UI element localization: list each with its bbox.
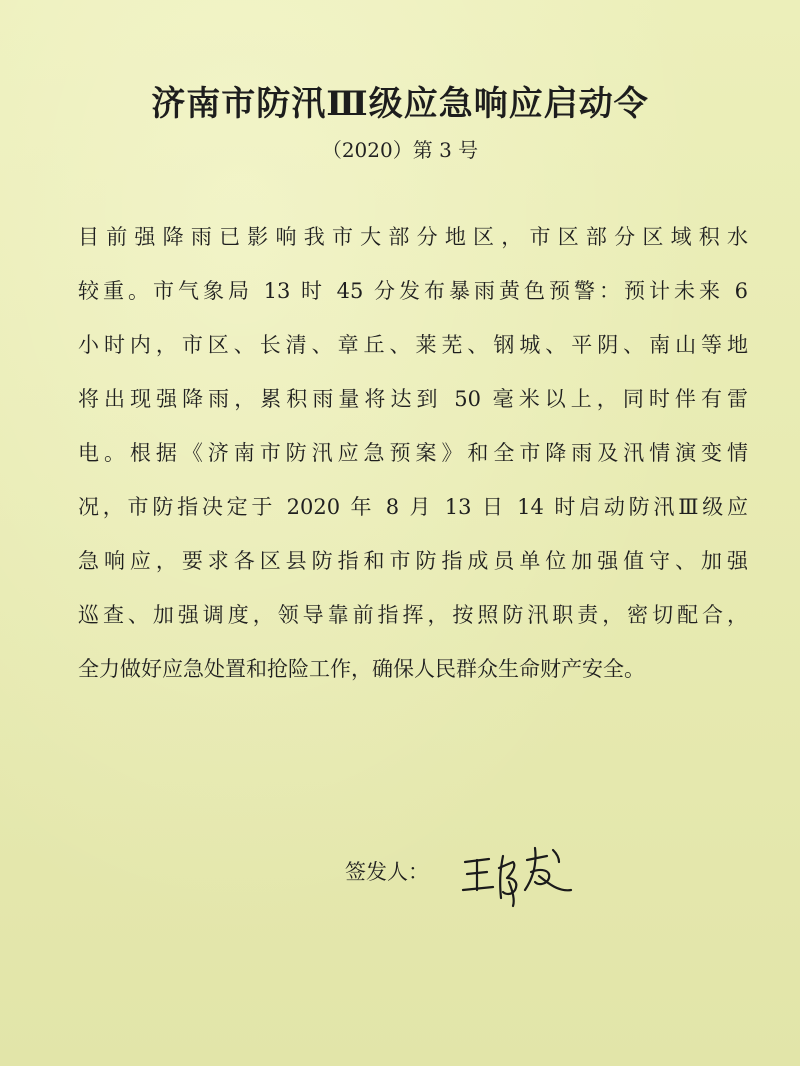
body-line: 全力做好应急处置和抢险工作，确保人民群众生命财产安全。: [78, 657, 645, 681]
signer-row: [345, 838, 585, 908]
body-line: 急响应，要求各区县防指和市防指成员单位加强值守、加强: [78, 549, 748, 573]
body-line: 巡查、加强调度，领导靠前指挥，按照防汛职责，密切配合，: [78, 603, 748, 627]
body-line: 目前强降雨已影响我市大部分地区，市区部分区域积水: [78, 225, 748, 249]
handwritten-signature: [455, 838, 575, 908]
body-line: 将出现强降雨，累积雨量将达到 50 毫米以上，同时伴有雷: [78, 387, 748, 411]
document-number: （2020）第 3 号: [321, 138, 479, 162]
signer-label: 签发人：: [345, 860, 429, 884]
document-body: [78, 210, 748, 696]
body-line: 电。根据《济南市防汛应急预案》和全市降雨及汛情演变情: [78, 441, 748, 465]
body-line: 况，市防指决定于 2020 年 8 月 13 日 14 时启动防汛Ⅲ级应: [78, 495, 748, 519]
body-line: 较重。市气象局 13 时 45 分发布暴雨黄色预警：预计未来 6: [78, 279, 748, 303]
body-line: 小时内，市区、长清、章丘、莱芜、钢城、平阴、南山等地: [78, 333, 748, 357]
document-title: 济南市防汛Ⅲ级应急响应启动令: [151, 84, 649, 124]
